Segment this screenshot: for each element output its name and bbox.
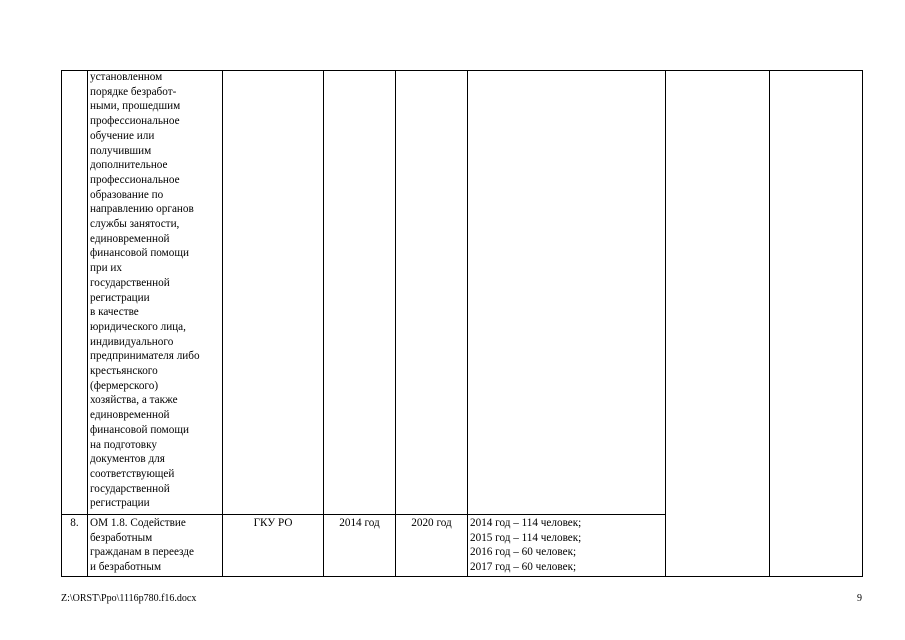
table-cell-row-number: 8. bbox=[70, 517, 79, 529]
table-cell-measure-description: установленном порядке безработ- ными, прошедшим профессиональное обучение или получившим дополнительное профессиональное образование по направлению органов службы занятости, единовременной финансовой помощи при их государственной регистрации в качестве юридического лица, индивидуального предпринимателя либо крестьянского (фермерского) хозяйства, а также единовременной финансовой помощи на подготовку документов для соответствующей государственной регистрации bbox=[90, 71, 200, 510]
table-column-divider bbox=[222, 70, 223, 577]
footer-page-number: 9 bbox=[857, 593, 862, 604]
table-cell-end-year: 2020 год bbox=[411, 517, 452, 529]
table-row-divider bbox=[61, 514, 666, 515]
table-column-divider bbox=[395, 70, 396, 577]
table-cell-expected-result: 2014 год – 114 человек; 2015 год – 114 человек; 2016 год – 60 человек; 2017 год – 60 человек; bbox=[470, 517, 582, 574]
table-column-divider bbox=[87, 70, 88, 577]
table-cell-executor: ГКУ РО bbox=[253, 517, 293, 529]
table-column-divider bbox=[769, 70, 770, 577]
table-cell-start-year: 2014 год bbox=[339, 517, 380, 529]
table-border-right bbox=[862, 70, 863, 577]
table-column-divider bbox=[467, 70, 468, 577]
table-border-left bbox=[61, 70, 62, 577]
table-column-divider bbox=[323, 70, 324, 577]
footer-file-path: Z:\ORST\Ppo\1116p780.f16.docx bbox=[61, 593, 197, 604]
table-cell-measure-name: ОМ 1.8. Содействие безработным гражданам в переезде и безработным bbox=[90, 517, 194, 574]
table-border-bottom bbox=[61, 576, 863, 577]
table-column-divider bbox=[665, 70, 666, 577]
